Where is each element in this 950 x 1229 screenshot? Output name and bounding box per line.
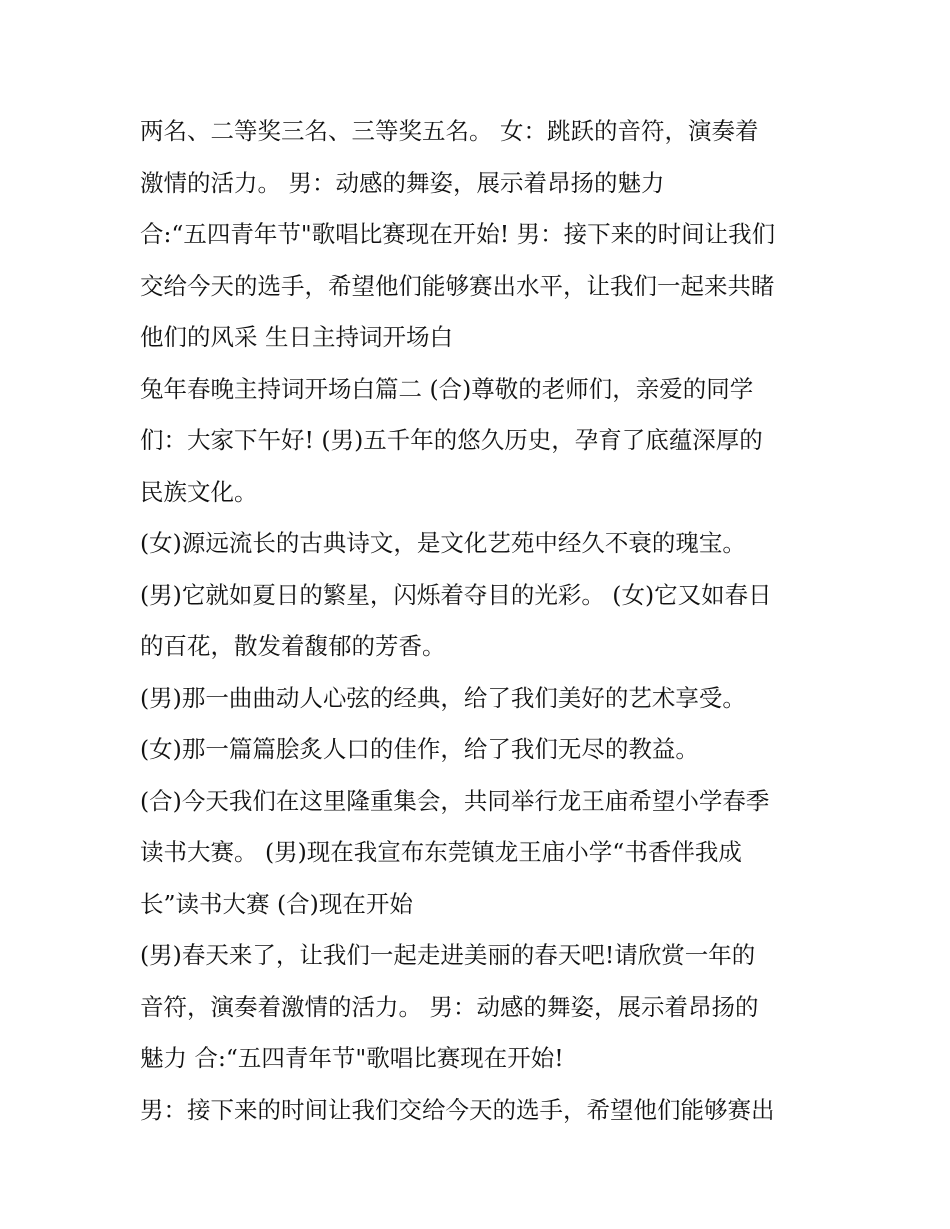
text-line: 合:“五四青年节"歌唱比赛现在开始! 男：接下来的时间让我们 [140,220,776,248]
text-line: 两名、二等奖三名、三等奖五名。 女：跳跃的音符，演奏着 [140,117,759,145]
text-line: 交给今天的选手，希望他们能够赛出水平，让我们一起来共睹 [140,271,775,300]
text-line: 民族文化。 [140,477,258,506]
text-line: 的百花，散发着馥郁的芳香。 [140,632,446,660]
text-line: 们：大家下午好! (男)五千年的悠久历史，孕育了底蕴深厚的 [140,426,763,454]
text-line: (女)那一篇篇脍炙人口的佳作，给了我们无尽的教益。 [140,735,699,763]
text-line: (合)今天我们在这里隆重集会，共同举行龙王庙希望小学春季 [140,786,770,815]
text-line: 长”读书大赛 (合)现在开始 [140,889,413,918]
text-line: 男：接下来的时间让我们交给今天的选手，希望他们能够赛出 [140,1095,775,1124]
text-line: (男)春天来了，让我们一起走进美丽的春天吧!请欣赏一年的 [140,941,756,969]
text-line: 兔年春晚主持词开场白篇二 (合)尊敬的老师们，亲爱的同学 [140,374,754,403]
text-line: 他们的风采 生日主持词开场白 [140,323,453,351]
text-line: (女)源远流长的古典诗文，是文化艺苑中经久不衰的瑰宝。 [140,529,746,557]
text-line: (男)那一曲曲动人心弦的经典，给了我们美好的艺术享受。 [140,683,746,712]
text-line: 音符，演奏着激情的活力。 男：动感的舞姿，展示着昂扬的 [140,992,759,1021]
text-line: 魅力 合:“五四青年节"歌唱比赛现在开始! [140,1044,564,1072]
document-body [140,106,830,1136]
text-line: (男)它就如夏日的繁星，闪烁着夺目的光彩。 (女)它又如春日 [140,580,772,609]
text-line: 激情的活力。 男：动感的舞姿，展示着昂扬的魅力 [140,168,665,197]
text-line: 读书大赛。 (男)现在我宣布东莞镇龙王庙小学“书香伴我成 [140,838,742,866]
